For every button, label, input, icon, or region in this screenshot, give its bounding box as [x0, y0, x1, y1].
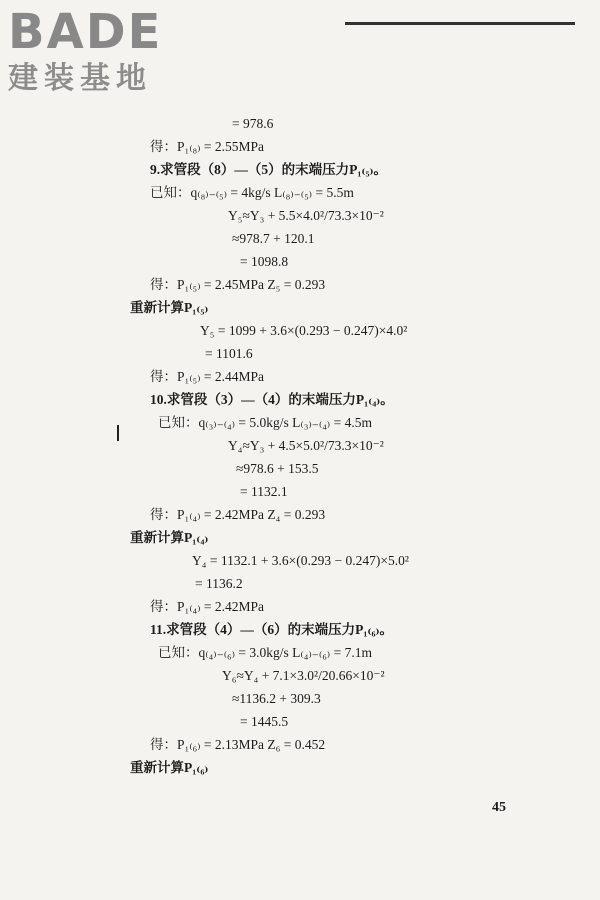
section-heading: 重新计算P₁₍₅₎	[130, 300, 209, 315]
section-heading: 重新计算P₁₍₄₎	[130, 530, 209, 545]
text-line: = 1445.5	[240, 714, 289, 729]
text-line: 已知：q₍₄₎₋₍₆₎ = 3.0kg/s L₍₄₎₋₍₆₎ = 7.1m	[158, 645, 372, 660]
logo-subtitle: 建装基地	[8, 61, 152, 96]
text-line: ≈1136.2 + 309.3	[232, 691, 321, 706]
text-line: = 1136.2	[195, 576, 243, 591]
section-heading: 10.求管段（3）—（4）的末端压力P₁₍₄₎。	[150, 392, 394, 407]
text-line: 已知：q₍₃₎₋₍₄₎ = 5.0kg/s L₍₃₎₋₍₄₎ = 4.5m	[158, 415, 372, 430]
page-number: 45	[492, 800, 506, 815]
text-line: Y₅ = 1099 + 3.6×(0.293 − 0.247)×4.0²	[200, 323, 408, 338]
text-line: 得：P₁₍₆₎ = 2.13MPa Z₆ = 0.452	[150, 737, 326, 752]
text-line: Y₄≈Y₃ + 4.5×5.0²/73.3×10⁻²	[228, 438, 384, 453]
text-line: Y₅≈Y₃ + 5.5×4.0²/73.3×10⁻²	[228, 208, 384, 223]
bade-logo	[8, 6, 162, 96]
text-line: = 1101.6	[205, 346, 253, 361]
section-heading: 重新计算P₁₍₆₎	[130, 760, 209, 775]
text-line: = 978.6	[232, 116, 274, 131]
section-heading: 9.求管段（8）—（5）的末端压力P₁₍₅₎。	[150, 162, 388, 177]
section-heading: 11.求管段（4）—（6）的末端压力P₁₍₆₎。	[150, 622, 394, 637]
text-line: 得：P₁₍₄₎ = 2.42MPa	[150, 599, 265, 614]
text-line: Y₆≈Y₄ + 7.1×3.0²/20.66×10⁻²	[222, 668, 385, 683]
logo-mark: BADE	[8, 4, 163, 60]
text-line: ≈978.7 + 120.1	[232, 231, 315, 246]
text-line: Y₄ = 1132.1 + 3.6×(0.293 − 0.247)×5.0²	[192, 553, 409, 568]
text-line: 得：P₁₍₅₎ = 2.44MPa	[150, 369, 265, 384]
margin-mark	[117, 425, 119, 441]
text-line: 得：P₁₍₈₎ = 2.55MPa	[150, 139, 265, 154]
text-line: 得：P₁₍₄₎ = 2.42MPa Z₄ = 0.293	[150, 507, 326, 522]
text-line: 得：P₁₍₅₎ = 2.45MPa Z₅ = 0.293	[150, 277, 326, 292]
text-line: = 1098.8	[240, 254, 289, 269]
header-rule	[345, 22, 575, 25]
text-line: ≈978.6 + 153.5	[236, 461, 319, 476]
text-line: = 1132.1	[240, 484, 288, 499]
text-line: 已知：q₍₈₎₋₍₅₎ = 4kg/s L₍₈₎₋₍₅₎ = 5.5m	[150, 185, 354, 200]
